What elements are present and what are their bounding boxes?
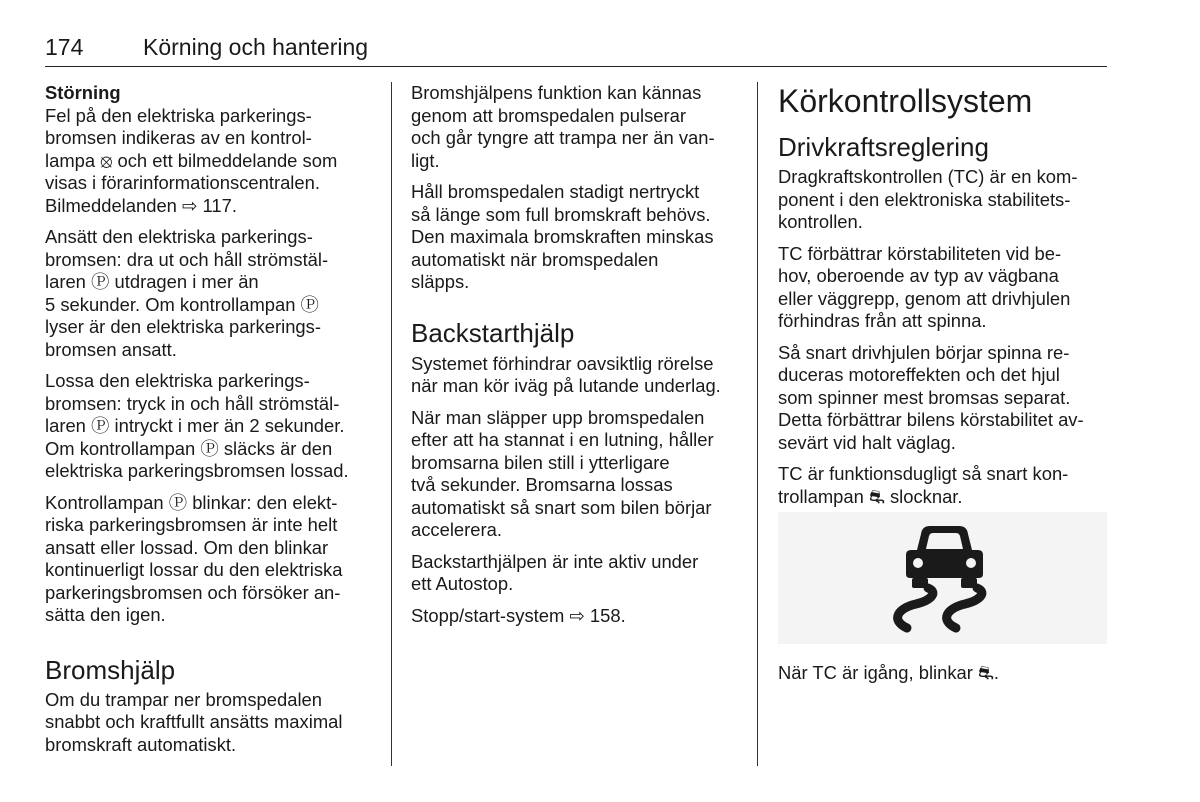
- column-3: [778, 82, 1108, 517]
- text-line: och går tyngre att trampa ner än van-: [411, 127, 715, 148]
- text-line: kontrollen.: [778, 211, 863, 232]
- paragraph: [778, 342, 1108, 455]
- text-line: genom att bromspedalen pulserar: [411, 104, 686, 126]
- paragraph: [45, 370, 380, 483]
- paragraph: [778, 463, 1108, 508]
- column-3-bottom: [778, 662, 1108, 694]
- text-line: Backstarthjälpen är inte aktiv under: [411, 550, 699, 572]
- text-line: TC förbättrar körstabiliteten vid be-: [778, 242, 1062, 264]
- text-line: ansatt eller lossad. Om den blinkar: [45, 536, 329, 558]
- paragraph: [411, 605, 751, 628]
- text-line: Systemet förhindrar oavsiktlig rörelse: [411, 352, 714, 374]
- section-heading-backstarthjalp: Backstarthjälp: [411, 317, 575, 348]
- text-line: bromsarna bilen still i ytterligare: [411, 451, 670, 473]
- text-line: efter att ha stannat i en lutning, håller: [411, 429, 714, 450]
- text-line: Om kontrollampan Ⓟ släcks är den: [45, 437, 333, 459]
- paragraph: [778, 243, 1108, 333]
- text-line: duceras motoreffekten och det hjul: [778, 364, 1060, 385]
- text-line: parkeringsbromsen och försöker an-: [45, 581, 341, 603]
- paragraph: [45, 689, 380, 757]
- text-line: När man släpper upp bromspedalen: [411, 406, 705, 428]
- text-line: sevärt vid halt väglag.: [778, 431, 956, 453]
- text-line: laren Ⓟ utdragen i mer än: [45, 271, 259, 292]
- chapter-title: Körning och hantering: [143, 34, 369, 60]
- main-heading-korkontrollsystem: Körkontrollsystem: [778, 83, 1033, 119]
- text-line: hov, oberoende av typ av vägbana: [778, 265, 1059, 286]
- text-line: accelerera.: [411, 519, 502, 540]
- text-line: snabbt och kraftfullt ansätts maximal: [45, 711, 343, 732]
- text-line: bromskraft automatiskt.: [45, 733, 237, 755]
- text-line: kontinuerligt lossar du den elektriska: [45, 559, 343, 580]
- text-line: trollampan ⛐ slocknar.: [778, 485, 963, 507]
- traction-control-figure: [778, 512, 1107, 644]
- paragraph: [778, 662, 1108, 685]
- section-heading-drivkraftsreglering: Drivkraftsreglering: [778, 132, 989, 162]
- paragraph: [411, 407, 751, 542]
- text-line: Lossa den elektriska parkerings-: [45, 370, 310, 391]
- text-line: Håll bromspedalen stadigt nertryckt: [411, 181, 700, 202]
- text-line: TC är funktionsdugligt så snart kon-: [778, 463, 1069, 484]
- text-line: ett Autostop.: [411, 573, 514, 594]
- column-1: [45, 82, 380, 765]
- paragraph: [411, 353, 751, 398]
- text-line: bromsen: dra ut och håll strömstäl-: [45, 248, 329, 270]
- paragraph: [411, 82, 751, 172]
- text-line: Fel på den elektriska parkerings-: [45, 104, 312, 126]
- text-line: riska parkeringsbromsen är inte helt: [45, 514, 338, 535]
- text-line: automatiskt så snart som bilen börjar: [411, 496, 712, 518]
- section-heading-bromshjalp: Bromshjälp: [45, 654, 176, 685]
- page-number: 174: [45, 34, 84, 60]
- paragraph: [45, 226, 380, 361]
- text-line: bromsen indikeras av en kontrol-: [45, 127, 312, 148]
- text-line: släpps.: [411, 271, 470, 292]
- text-line: som spinner mest bromsas separat.: [778, 386, 1071, 408]
- text-line: eller väggrepp, genom att drivhjulen: [778, 287, 1071, 309]
- text-line: visas i förarinformationscentralen.: [45, 172, 320, 193]
- text-line: när man kör iväg på lutande underlag.: [411, 375, 721, 396]
- text-line: Stopp/start-system ⇨ 158.: [411, 604, 626, 626]
- text-line: Kontrollampan Ⓟ blinkar: den elekt-: [45, 491, 338, 513]
- text-line: Detta förbättrar bilens körstabilitet av-: [778, 409, 1084, 430]
- text-line: lampa ⦻ och ett bilmeddelande som: [45, 149, 338, 171]
- text-line: Så snart drivhjulen börjar spinna re-: [778, 341, 1070, 363]
- text-line: laren Ⓟ intryckt i mer än 2 sekunder.: [45, 415, 345, 436]
- text-line: två sekunder. Bromsarna lossas: [411, 474, 673, 495]
- text-line: automatiskt när bromspedalen: [411, 248, 659, 270]
- traction-control-skid-car-icon: [778, 512, 1107, 644]
- text-line: När TC är igång, blinkar ⛐.: [778, 662, 999, 683]
- text-line: ligt.: [411, 149, 440, 171]
- text-line: förhindras från att spinna.: [778, 310, 987, 331]
- column-divider: [757, 82, 758, 766]
- text-line: Dragkraftskontrollen (TC) är en kom-: [778, 166, 1078, 187]
- paragraph: [45, 105, 380, 218]
- subheading-storning: Störning: [45, 82, 121, 103]
- paragraph: [411, 551, 751, 596]
- paragraph: [778, 166, 1108, 234]
- text-line: Bilmeddelanden ⇨ 117.: [45, 194, 237, 216]
- column-2: [411, 82, 751, 636]
- text-line: 5 sekunder. Om kontrollampan Ⓟ: [45, 293, 319, 315]
- text-line: så länge som full bromskraft behövs.: [411, 203, 711, 225]
- text-line: bromsen ansatt.: [45, 338, 177, 360]
- text-line: ponent i den elektroniska stabilitets-: [778, 188, 1071, 210]
- text-line: elektriska parkeringsbromsen lossad.: [45, 460, 349, 481]
- text-line: lyser är den elektriska parkerings-: [45, 316, 321, 337]
- text-line: Bromshjälpens funktion kan kännas: [411, 82, 702, 103]
- text-line: sätta den igen.: [45, 604, 166, 625]
- text-line: Ansätt den elektriska parkerings-: [45, 226, 313, 247]
- text-line: Den maximala bromskraften minskas: [411, 226, 714, 247]
- column-divider: [391, 82, 392, 766]
- text-line: bromsen: tryck in och håll strömstäl-: [45, 392, 340, 414]
- paragraph: [411, 181, 751, 294]
- paragraph: [45, 492, 380, 627]
- page-header: [45, 32, 1107, 67]
- text-line: Om du trampar ner bromspedalen: [45, 688, 323, 710]
